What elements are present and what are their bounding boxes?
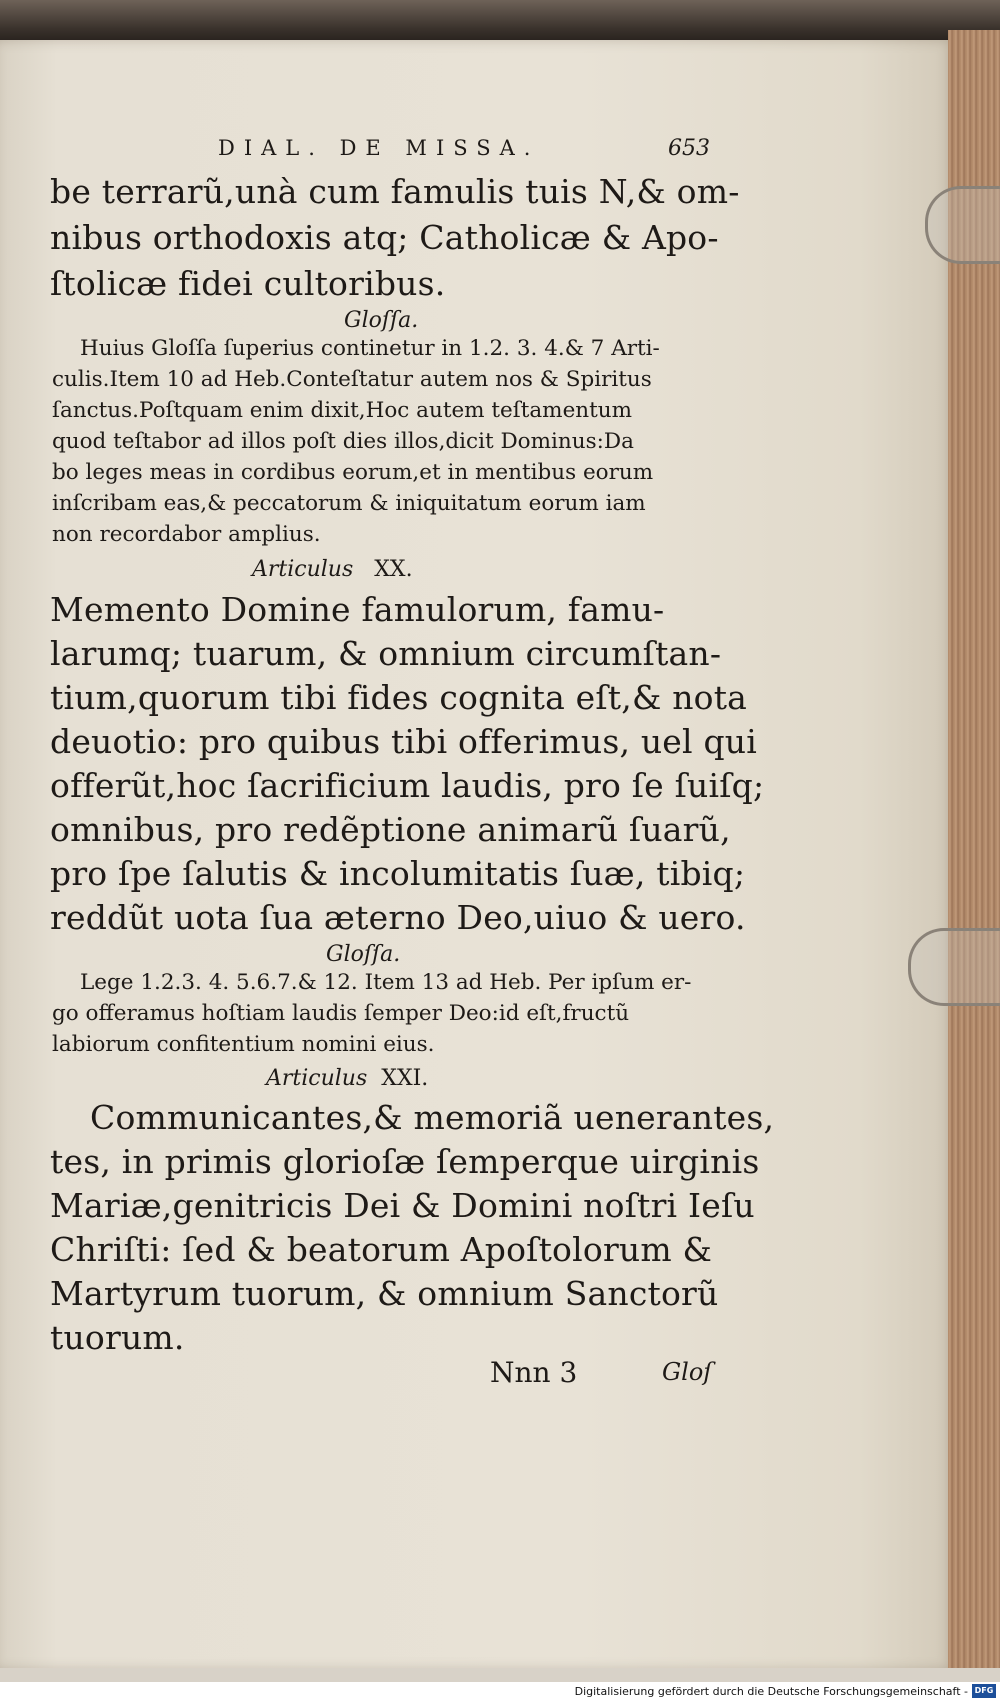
article-line: larumq; tuarum, & omnium circumſtan- — [50, 634, 722, 673]
article-heading — [266, 1066, 428, 1091]
article-line: offerũt,hoc ſacrificium laudis, pro ſe ſuiſq; — [50, 766, 765, 805]
article-label: Articulus — [252, 557, 354, 582]
article-line: omnibus, pro redẽptione animarũ ſuarũ, — [50, 810, 731, 849]
gloss-heading: Gloſſa. — [344, 308, 419, 333]
digitization-credit: Digitalisierung gefördert durch die Deutsche Forschungsgemeinschaft - — [574, 1685, 968, 1698]
article-line: tium,quorum tibi fides cognita eſt,& nota — [50, 678, 748, 717]
gloss-line: Huius Gloſſa ſuperius continetur in 1.2. 3. 4.& 7 Arti- — [80, 336, 660, 361]
article-line: deuotio: pro quibus tibi offerimus, uel qui — [50, 722, 758, 761]
article-line: reddũt uota ſua æterno Deo,uiuo & uero. — [50, 898, 746, 937]
catchword: Gloſ — [662, 1358, 713, 1386]
article-line: Memento Domine famulorum, famu- — [50, 590, 665, 629]
article-line: Martyrum tuorum, & omnium Sanctorũ — [50, 1274, 719, 1313]
article-line: pro ſpe ſalutis & incolumitatis ſuæ, tibiq; — [50, 854, 746, 893]
gloss-line: culis.Item 10 ad Heb.Conteſtatur autem nos & Spiritus — [52, 367, 652, 392]
article-line: tes, in primis glorioſæ ſemperque uirginis — [50, 1142, 760, 1181]
gloss-line: Lege 1.2.3. 4. 5.6.7.& 12. Item 13 ad Heb. Per ipſum er- — [80, 970, 692, 995]
running-title: DIAL. DE MISSA. — [218, 136, 540, 160]
intro-line: be terrarũ,unà cum famulis tuis N,& om- — [50, 172, 740, 211]
gloss-line: ſanctus.Poſtquam enim dixit,Hoc autem teſtamentum — [52, 398, 633, 423]
article-line: Communicantes,& memoriã uenerantes, — [90, 1098, 775, 1137]
intro-line: ſtolicæ fidei cultoribus. — [50, 264, 446, 303]
gloss-line: non recordabor amplius. — [52, 522, 321, 547]
dfg-logo: DFG — [972, 1684, 996, 1698]
page-number: 653 — [668, 136, 710, 161]
intro-line: nibus orthodoxis atq; Catholicæ & Apo- — [50, 218, 719, 257]
article-number: XXI. — [381, 1066, 429, 1091]
gloss-line: labiorum confitentium nomini eius. — [52, 1032, 435, 1057]
article-line: tuorum. — [50, 1318, 185, 1357]
article-line: Chriſti: ſed & beatorum Apoſtolorum & — [50, 1230, 713, 1269]
gloss-line: inſcribam eas,& peccatorum & iniquitatum eorum iam — [52, 491, 646, 516]
gloss-line: bo leges meas in cordibus eorum,et in mentibus eorum — [52, 460, 654, 485]
article-label: Articulus — [266, 1066, 368, 1091]
gloss-heading: Gloſſa. — [326, 942, 401, 967]
gloss-line: quod teſtabor ad illos poſt dies illos,dicit Dominus:Da — [52, 429, 634, 454]
gloss-line: go offeramus hoſtiam laudis ſemper Deo:id eſt,fructũ — [52, 1001, 630, 1026]
article-number: XX. — [374, 557, 413, 582]
signature-mark: Nnn 3 — [490, 1356, 578, 1389]
article-heading — [252, 557, 413, 582]
article-line: Mariæ,genitricis Dei & Domini noſtri Ieſu — [50, 1186, 755, 1225]
